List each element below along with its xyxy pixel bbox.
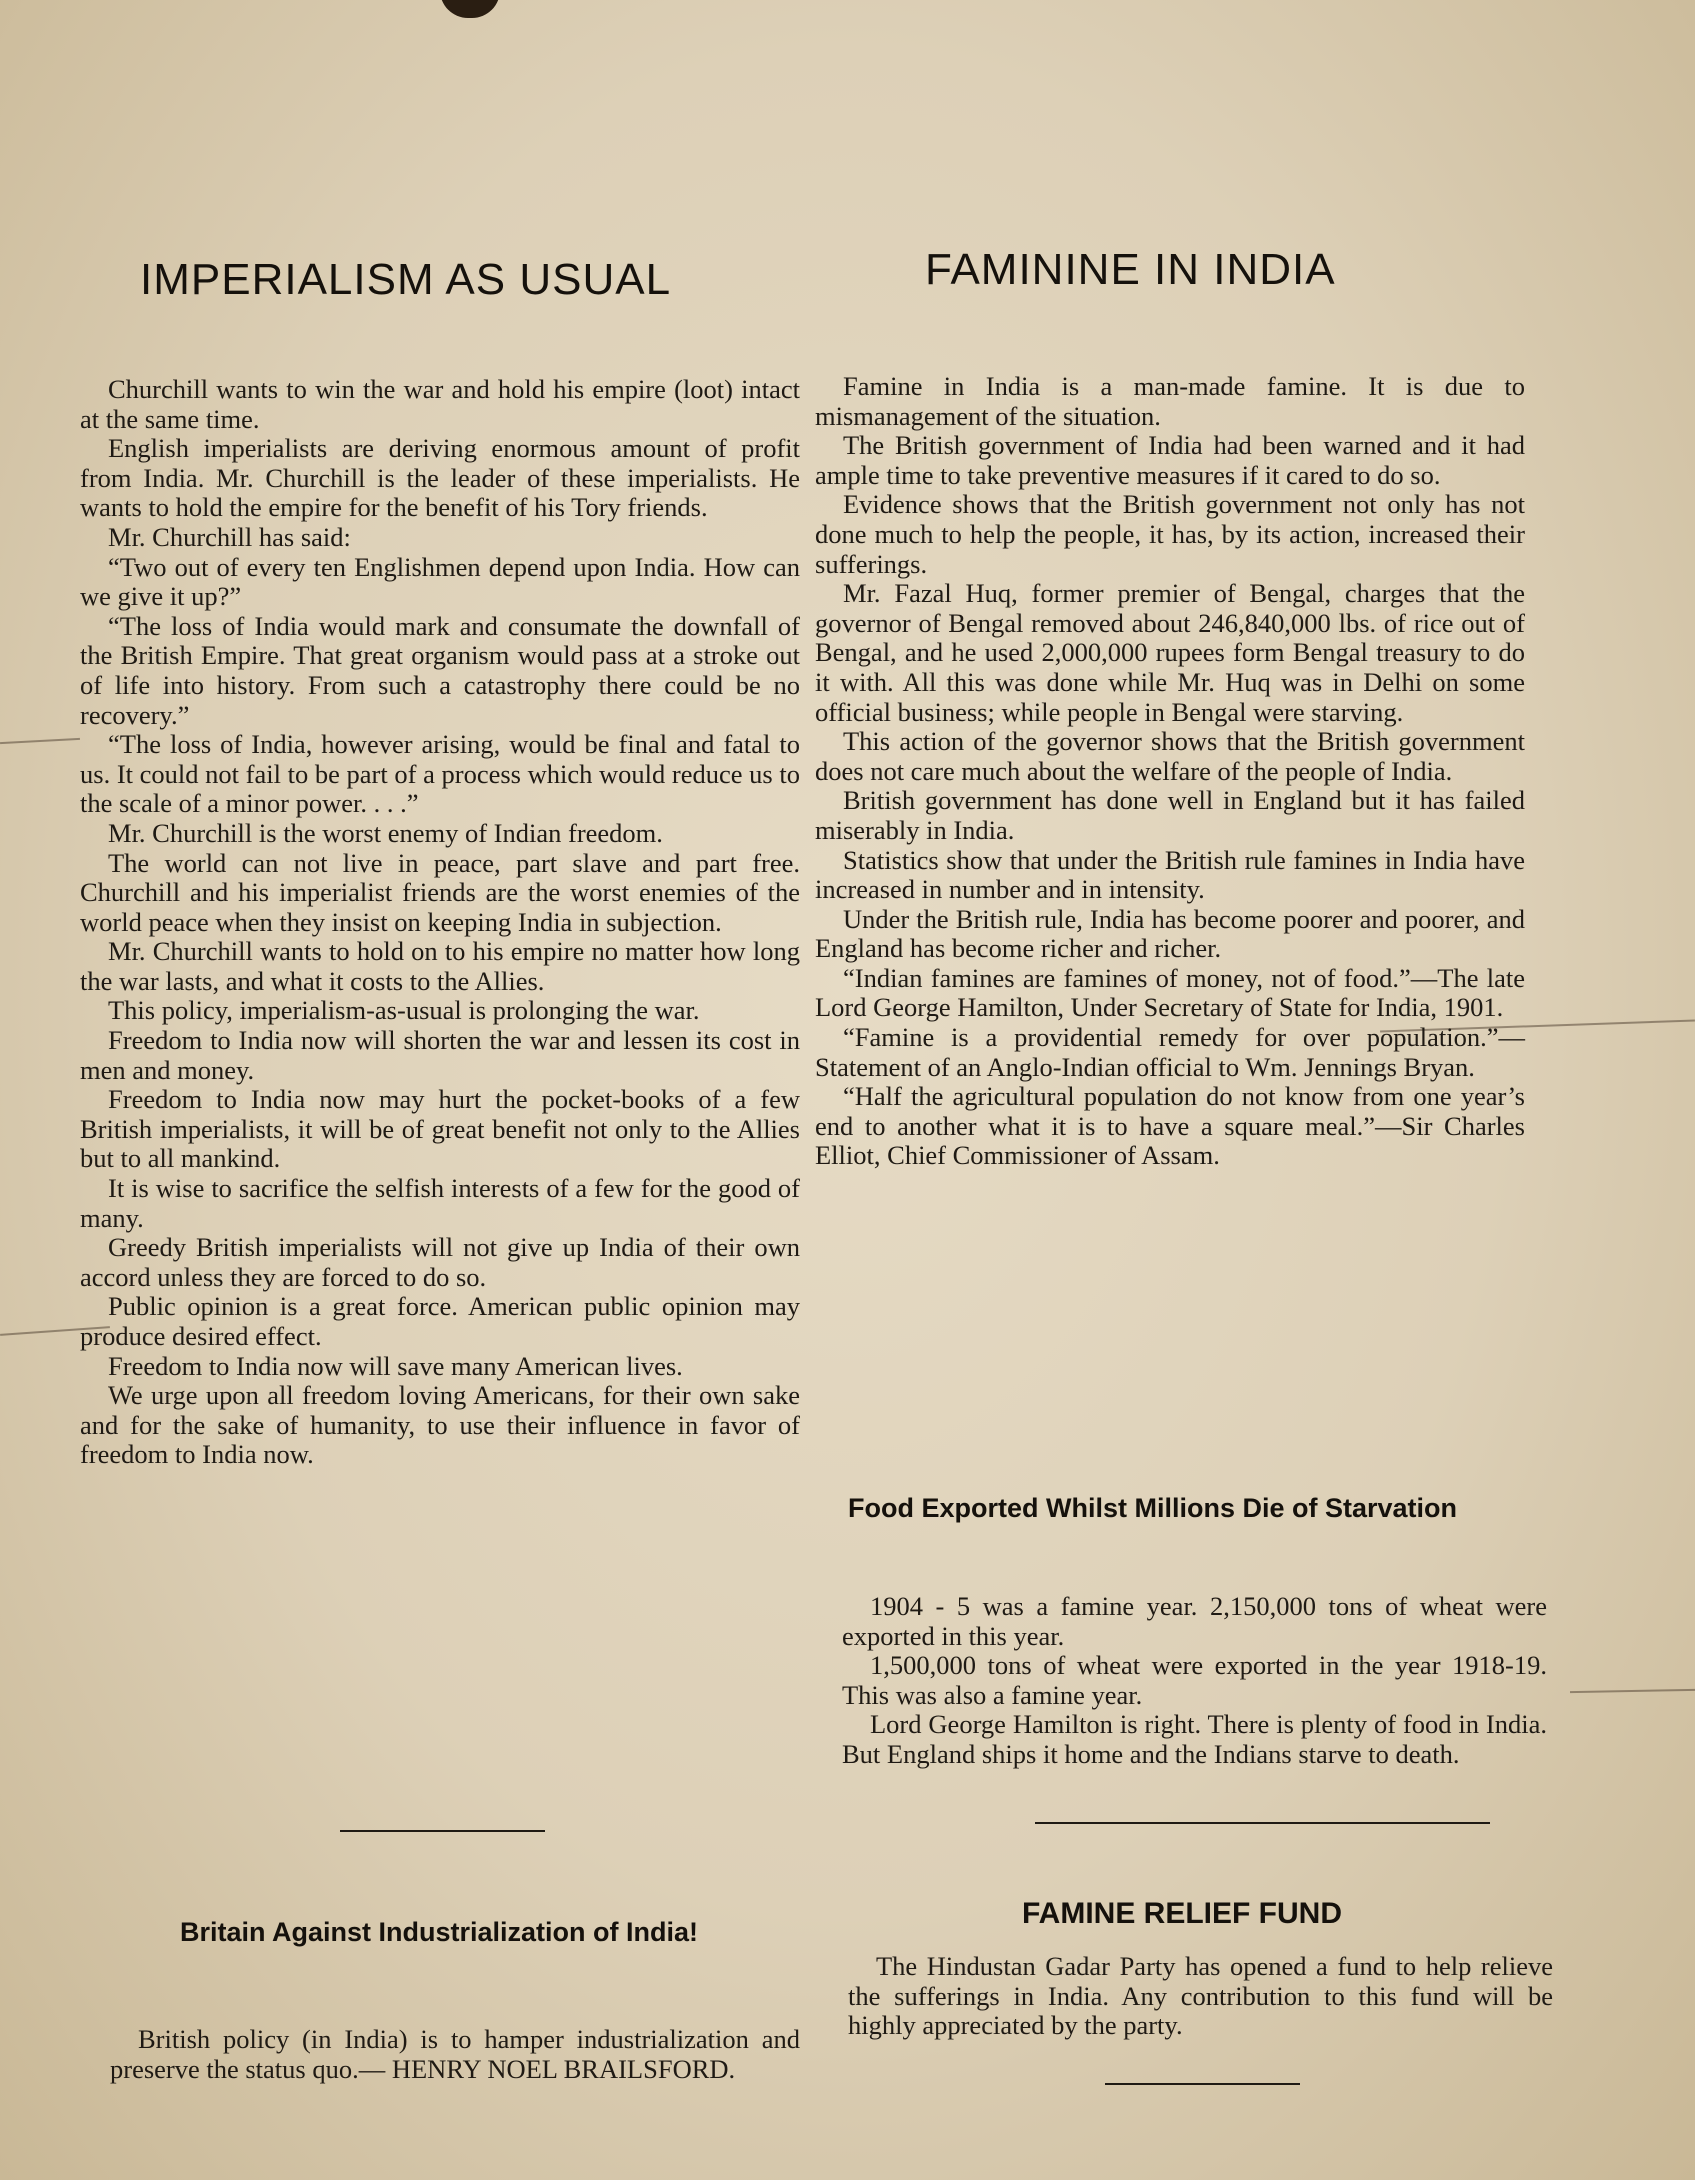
paragraph: This action of the governor shows that the British government does not care much about the welfare of the people of India. <box>815 726 1525 786</box>
paragraph: English imperialists are deriving enormous amount of profit from India. Mr. Churchill is the leader of these imperialists. He wants to hold the empire for the benefit of his Tory friends. <box>80 433 800 523</box>
left-title: IMPERIALISM AS USUAL <box>140 255 672 304</box>
paragraph: Under the British rule, India has become poorer and poorer, and England has become richer and richer. <box>815 903 1525 964</box>
paragraph: British government has done well in England but it has failed miserably in India. <box>815 785 1525 845</box>
section-divider <box>1035 1822 1490 1824</box>
paragraph: 1904 - 5 was a famine year. 2,150,000 tons of wheat were exported in this year. <box>842 1591 1547 1651</box>
paragraph: We urge upon all freedom loving Americans, for their own sake and for the sake of humanity, to use their influence in favor of freedom to India now. <box>80 1380 800 1470</box>
paragraph: The Hindustan Gadar Party has opened a fund to help relieve the sufferings in India. Any contribution to this fund will be highly appreciated by the party. <box>848 1951 1553 2041</box>
paragraph: Greedy British imperialists will not give up India of their own accord unless they are forced to do so. <box>80 1232 800 1292</box>
paragraph: The world can not live in peace, part slave and part free. Churchill and his imperialist friends are the worst enemies of the world peace when they insist on keeping India in subjection. <box>80 847 800 937</box>
paragraph: Lord George Hamilton is right. There is plenty of food in India. But England ships it home and the Indians starve to death. <box>842 1709 1547 1769</box>
paragraph: Mr. Churchill wants to hold on to his empire no matter how long the war lasts, and what it costs to the Allies. <box>80 936 800 996</box>
industry-body <box>110 2025 800 2084</box>
paragraph: “Half the agricultural population do not know from one year’s end to another what it is to have a square meal.”—Sir Charles Elliot, Chief Commissioner of Assam. <box>815 1081 1525 1171</box>
industry-title: Britain Against Industrialization of India! <box>180 1917 699 1947</box>
paragraph: It is wise to sacrifice the selfish interests of a few for the good of many. <box>80 1173 800 1233</box>
paragraph: “The loss of India, however arising, would be final and fatal to us. It could not fail to be part of a process which would reduce us to the scale of a minor power. . . .” <box>80 729 800 819</box>
fund-title: FAMINE RELIEF FUND <box>1022 1897 1342 1930</box>
section-divider <box>1105 2083 1300 2085</box>
fund-body <box>848 1952 1553 2041</box>
left-article-body <box>80 375 800 1470</box>
right-title: FAMININE IN INDIA <box>925 245 1336 294</box>
paragraph: “Two out of every ten Englishmen depend upon India. How can we give it up?” <box>80 551 800 612</box>
paper-tear <box>440 0 500 18</box>
paragraph: Mr. Fazal Huq, former premier of Bengal, charges that the governor of Bengal removed about 246,840,000 lbs. of rice out of Bengal, and he used 2,000,000 rupees form Bengal treasury to do it with. All this was done while Mr. Huq was in Delhi on some official business; while people in Bengal were starving. <box>815 578 1525 727</box>
paragraph: This policy, imperialism-as-usual is prolonging the war. <box>108 995 700 1026</box>
paper-crease <box>0 738 80 744</box>
paragraph: Mr. Churchill is the worst enemy of Indian freedom. <box>108 817 663 848</box>
paragraph: 1,500,000 tons of wheat were exported in the year 1918-19. This was also a famine year. <box>842 1650 1547 1710</box>
paragraph: Freedom to India now will shorten the war and lessen its cost in men and money. <box>80 1025 800 1085</box>
paragraph: Mr. Churchill has said: <box>108 521 351 552</box>
paragraph: The British government of India had been warned and it had ample time to take preventive measures if it cared to do so. <box>815 430 1525 490</box>
section-divider <box>340 1830 545 1832</box>
paragraph: Churchill wants to win the war and hold his empire (loot) intact at the same time. <box>80 374 800 434</box>
export-body <box>842 1592 1547 1770</box>
paragraph: Statistics show that under the British rule famines in India have increased in number and in intensity. <box>815 844 1525 905</box>
export-title: Food Exported Whilst Millions Die of Starvation <box>848 1493 1458 1523</box>
paragraph: Public opinion is a great force. American public opinion may produce desired effect. <box>80 1291 800 1351</box>
paragraph: British policy (in India) is to hamper industrialization and preserve the status quo.— HENRY NOEL BRAILSFORD. <box>110 2024 800 2084</box>
paragraph: Evidence shows that the British government not only has not done much to help the people, it has, by its action, increased their sufferings. <box>815 489 1525 579</box>
paragraph: “Famine is a providential remedy for over population.”—Statement of an Anglo-Indian official to Wm. Jennings Bryan. <box>815 1022 1525 1082</box>
paragraph: Freedom to India now may hurt the pocket-books of a few British imperialists, it will be of great benefit not only to the Allies but to all mankind. <box>80 1084 800 1174</box>
paragraph: “Indian famines are famines of money, not of food.”—The late Lord George Hamilton, Under Secretary of State for India, 1901. <box>815 962 1525 1023</box>
paper-crease <box>1570 1689 1695 1693</box>
paragraph: “The loss of India would mark and consumate the downfall of the British Empire. That great organism would pass at a stroke out of life into history. From such a catastrophy there could be no recovery.” <box>80 610 800 730</box>
paragraph: Freedom to India now will save many American lives. <box>108 1350 683 1381</box>
right-article-body <box>815 372 1525 1171</box>
paragraph: Famine in India is a man-made famine. It is due to mismanagement of the situation. <box>815 371 1525 431</box>
